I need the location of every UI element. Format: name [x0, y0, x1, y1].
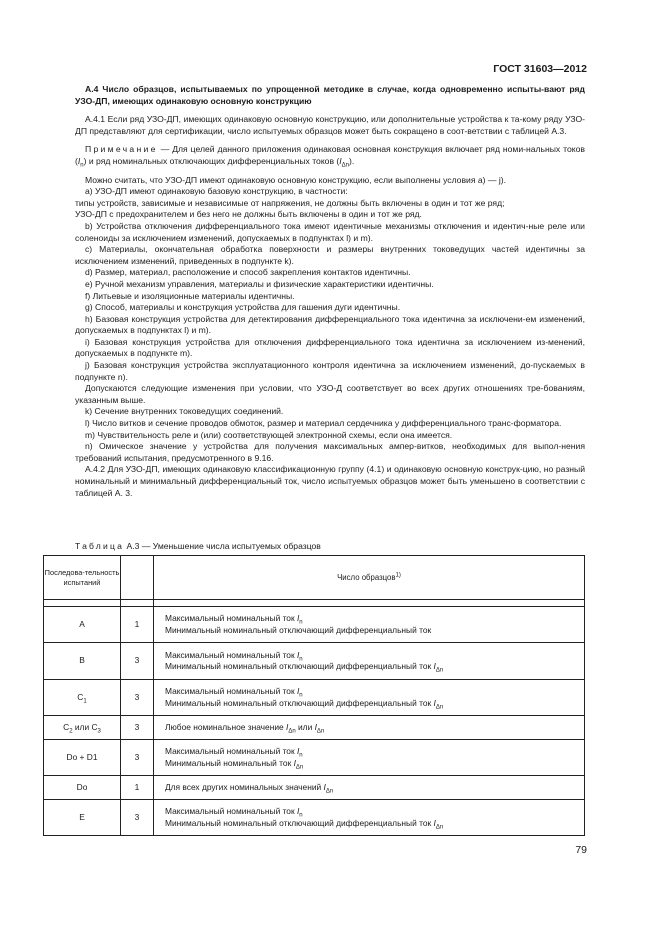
condition-a-item-1: типы устройств, зависимые и независимые от напряжения, не должны быть включены в один и тот же ряд; — [75, 197, 505, 208]
count-cell: 1 — [121, 607, 154, 643]
count-cell: 3 — [121, 680, 154, 716]
paragraph-a42: А.4.2 Для УЗО-ДП, имеющих одинаковую классификационную группу (4.1) и одинаковую основную конструк-цию, но разный номинальный и минимальный дифференциальный ток, число испытуемых образцов может быть уменьшено в соответствии с таблицей А. 3. — [75, 464, 585, 498]
condition-g: g) Способ, материалы и конструкция устройства для гашения дуги идентичны. — [85, 302, 401, 313]
standard-number: ГОСТ 31603—2012 — [493, 63, 587, 75]
conditions-intro: Можно считать, что УЗО-ДП имеют одинаковую основную конструкцию, если выполнены условия а) — j). — [85, 174, 507, 185]
sequence-cell: Do + D1 — [44, 740, 121, 776]
table-row — [44, 607, 585, 643]
condition-l: l) Число витков и сечение проводов обмоток, размер и материал сердечника у дифференциального транс-форматора. — [85, 418, 562, 429]
count-cell: 3 — [121, 740, 154, 776]
description-cell: Максимальный номинальный ток $I_n$ Минимальный номинальный отключающий дифференциальный ток $I_{\Delta n}$ — [154, 800, 585, 836]
condition-j: j) Базовая конструкция устройства эксплуатационного контроля идентична за исключением изменений, до-пускаемых в подпункте n). — [75, 360, 585, 382]
condition-n: n) Омическое значение у устройства для получения максимальных ампер-витков, необходимых для выпол-нения требований испытания, предусмотренного в 9.16. — [75, 441, 585, 463]
table-header-row — [44, 556, 585, 600]
table-row — [44, 643, 585, 680]
table-row — [44, 800, 585, 836]
count-cell: 3 — [121, 716, 154, 740]
description-cell: Максимальный номинальный ток $I_n$ Минимальный номинальный отключающий дифференциальный ток $I_{\Delta n}$ — [154, 680, 585, 716]
page-number: 79 — [575, 844, 587, 856]
condition-d: d) Размер, материал, расположение и способ закрепления контактов идентичны. — [85, 267, 411, 278]
note-label: Примечание — [85, 144, 158, 155]
sequence-cell: A — [44, 607, 121, 643]
sequence-cell: $C_1$ — [44, 680, 121, 716]
table-caption: Таблица А.3 — Уменьшение числа испытуемых образцов — [75, 541, 321, 551]
allowed-changes: Допускаются следующие изменения при условии, что УЗО-Д соответствует во всех других отношениях тре-бованиям, указанным выше. — [75, 383, 585, 405]
condition-a-item-2: УЗО-ДП с предохранителем и без него не должны быть включены в один и тот же ряд. — [75, 209, 422, 220]
count-cell: 3 — [121, 800, 154, 836]
sequence-cell: E — [44, 800, 121, 836]
description-cell: Любое номинальное значение $I_{\Delta n}$ или $I_{\Delta n}$ — [154, 716, 585, 740]
description-cell: Максимальный номинальный ток $I_n$ Минимальный номинальный отключающий дифференциальный ток — [154, 607, 585, 643]
count-cell: 1 — [121, 776, 154, 800]
condition-c: c) Материалы, окончательная обработка поверхности и размеры внутренних токоведущих частей идентичны за исключением изменений, приведенных в подпункте k). — [75, 244, 585, 266]
samples-table — [43, 555, 585, 836]
sequence-cell: Do — [44, 776, 121, 800]
description-cell: Максимальный номинальный ток $I_n$ Минимальный номинальный ток $I_{\Delta n}$ — [154, 740, 585, 776]
note-paragraph: Примечание — Для целей данного приложения одинаковая основная конструкция включает ряд номи-нальных токов $(I_n)$ и ряд номинальных отключающих дифференциальных токов $(I_{\Delta n})$. — [75, 144, 585, 169]
condition-e: e) Ручной механизм управления, материалы и физические характеристики идентичны. — [85, 278, 434, 289]
table-spacer-row — [44, 600, 585, 607]
condition-f: f) Литьевые и изоляционные материалы идентичны. — [85, 290, 295, 301]
description-cell: Для всех других номинальных значений $I_{\Delta n}$ — [154, 776, 585, 800]
description-cell: Максимальный номинальный ток $I_n$ Минимальный номинальный отключающий дифференциальный ток $I_{\Delta n}$ — [154, 643, 585, 680]
sequence-cell: B — [44, 643, 121, 680]
column-header-blank — [121, 556, 154, 600]
section-heading: А.4 Число образцов, испытываемых по упрощенной методике в случае, когда одновременно испыты-вают ряд УЗО-ДП, имеющих одинаковую основную конструкцию — [75, 84, 585, 106]
table-row — [44, 680, 585, 716]
count-cell: 3 — [121, 643, 154, 680]
condition-a: а) УЗО-ДП имеют одинаковую базовую конструкцию, в частности: — [85, 186, 348, 197]
table-row — [44, 716, 585, 740]
condition-h: h) Базовая конструкция устройства для детектирования дифференциального тока идентична за исключени-ем изменений, допускаемых в подпунктах l) и m). — [75, 313, 585, 336]
condition-m: m) Чувствительность реле и (или) соответствующей электронной схемы, если она имеется. — [85, 429, 453, 440]
sequence-cell: $C_2$ или $C_3$ — [44, 716, 121, 740]
table-row — [44, 740, 585, 776]
column-header-samples: Число образцов$^{1)}$ — [154, 556, 585, 600]
condition-k: k) Сечение внутренних токоведущих соединений. — [85, 406, 284, 417]
column-header-sequence: Последова-тельность испытаний — [44, 556, 121, 600]
condition-b: b) Устройства отключения дифференциального тока имеют идентичные механизмы отключения и идентич-ные реле или соленоиды за исключением изменений, допускаемых в подпунктах l) и m). — [75, 220, 585, 243]
table-row — [44, 776, 585, 800]
paragraph-a41: А.4.1 Если ряд УЗО-ДП, имеющих одинаковую основную конструкцию, или дополнительные устройства к та-кому ряду УЗО-ДП представляют для сертификации, число испытуемых образцов может быть сокращено в соот-ветствии с таблицей А.3. — [75, 114, 585, 136]
body-text — [75, 84, 585, 499]
condition-i: i) Базовая конструкция устройства для отключения дифференциального тока идентична за исключением из-менений, допускаемых в подпункте m). — [75, 336, 585, 359]
